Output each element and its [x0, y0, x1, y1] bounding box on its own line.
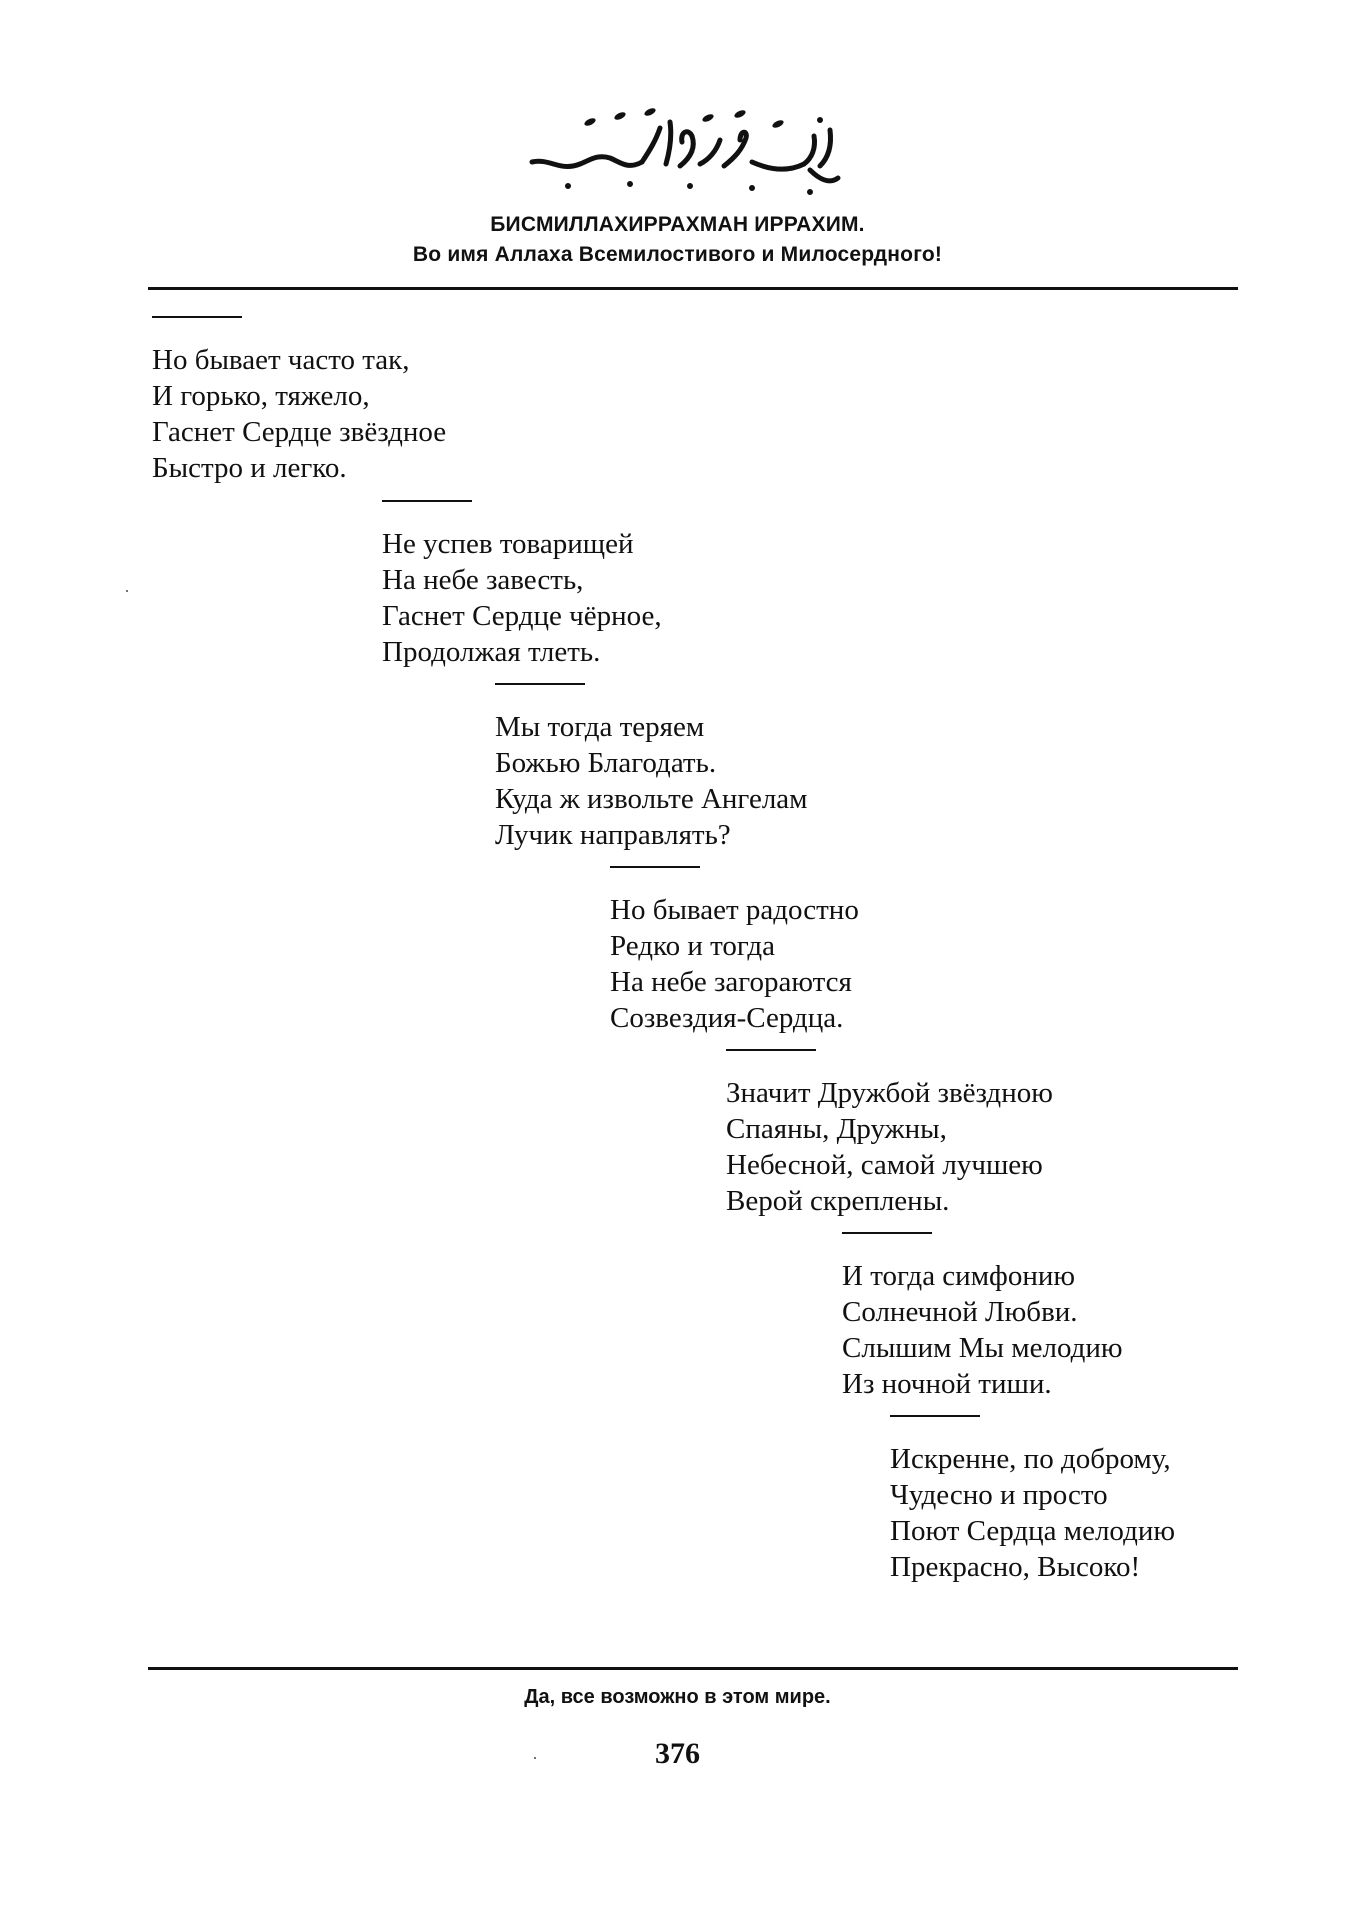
verse-line: Прекрасно, Высоко!: [890, 1551, 1141, 1583]
footer-text: Да, все возможно в этом мире.: [524, 1686, 831, 1708]
verse-line: Редко и тогда: [610, 930, 775, 962]
verse-line: Гаснет Сердце чёрное,: [382, 600, 662, 632]
verse-line: Значит Дружбой звёздною: [726, 1077, 1053, 1109]
verse-line: И горько, тяжело,: [152, 380, 370, 412]
verse-line: И тогда симфонию: [842, 1260, 1076, 1292]
bismillah-calligraphy-icon: [520, 100, 850, 200]
stanza-1: [152, 316, 446, 486]
verse-line: Продолжая тлеть.: [382, 636, 601, 668]
verse-line: Но бывает радостно: [610, 894, 859, 926]
stanza-4: [610, 866, 859, 1036]
verse-line: Из ночной тиши.: [842, 1368, 1052, 1400]
stanza-dash: [726, 1049, 816, 1051]
stanza-5: [726, 1049, 1053, 1219]
verse-line: Спаяны, Дружны,: [726, 1113, 947, 1145]
page-subtitle: Во имя Аллаха Всемилостивого и Милосердного!: [412, 243, 943, 266]
verse-line: Лучик направлять?: [495, 819, 731, 851]
verse-line: Искренне, по доброму,: [890, 1443, 1171, 1475]
verse-line: Гаснет Сердце звёздное: [152, 416, 447, 448]
verse-line: Слышим Мы мелодию: [842, 1332, 1123, 1364]
header-divider: [148, 287, 1238, 290]
stanza-3: [495, 683, 808, 853]
stanza-dash: [152, 316, 242, 318]
verse-line: Мы тогда теряем: [495, 711, 705, 743]
verse-line: Чудесно и просто: [890, 1479, 1108, 1511]
verse-line: Верой скреплены.: [726, 1185, 950, 1217]
page-number: 376: [655, 1737, 700, 1770]
verse-line: Быстро и легко.: [152, 452, 347, 484]
verse-line: Созвездия-Сердца.: [610, 1002, 844, 1034]
page-title: БИСМИЛЛАХИРРАХМАН ИРРАХИМ.: [490, 213, 865, 236]
footer-divider: [148, 1667, 1238, 1670]
stanza-dash: [610, 866, 700, 868]
verse-line: Куда ж извольте Ангелам: [495, 783, 808, 815]
scan-speck: [534, 1757, 536, 1759]
stanza-7: [890, 1415, 1175, 1585]
scan-speck: [126, 590, 128, 592]
stanza-dash: [382, 500, 472, 502]
verse-line: Поют Сердца мелодию: [890, 1515, 1176, 1547]
verse-line: На небе завесть,: [382, 564, 584, 596]
verse-line: На небе загораются: [610, 966, 852, 998]
verse-line: Солнечной Любви.: [842, 1296, 1078, 1328]
verse-line: Не успев товарищей: [382, 528, 634, 560]
verse-line: Божью Благодать.: [495, 747, 717, 779]
stanza-dash: [890, 1415, 980, 1417]
verse-line: Небесной, самой лучшею: [726, 1149, 1043, 1181]
stanza-dash: [842, 1232, 932, 1234]
stanza-2: [382, 500, 662, 670]
stanza-dash: [495, 683, 585, 685]
verse-line: Но бывает часто так,: [152, 344, 410, 376]
stanza-6: [842, 1232, 1123, 1402]
